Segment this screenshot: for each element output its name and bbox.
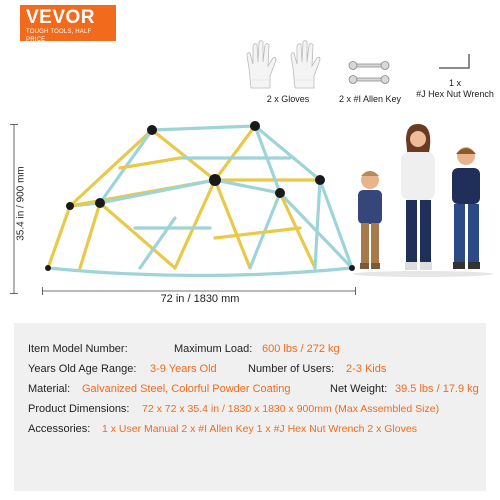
children-figures-image xyxy=(348,118,498,288)
accessory-gloves xyxy=(240,38,336,104)
accessories-label: Accessories: xyxy=(28,423,91,435)
child-girl xyxy=(401,124,435,270)
hex-wrench-icon xyxy=(435,50,475,72)
age-range-value: 3-9 Years Old xyxy=(150,363,217,375)
brand-tagline: TOUGH TOOLS, HALF PRICE xyxy=(26,29,92,43)
accessory-hex-wrench xyxy=(412,50,498,100)
brand-logo xyxy=(20,5,116,41)
net-weight-value: 39.5 lbs / 17.9 kg xyxy=(395,383,479,395)
users-value: 2-3 Kids xyxy=(346,363,387,375)
accessory-allen-key xyxy=(330,58,410,104)
users-label: Number of Users: xyxy=(248,363,335,375)
model-number-label: Item Model Number: xyxy=(28,343,128,355)
hex-wrench-qty: 1 x xyxy=(448,78,461,88)
spec-row-dimensions xyxy=(28,399,472,419)
dome-climber-image xyxy=(40,118,360,288)
material-value: Galvanized Steel, Colorful Powder Coating xyxy=(82,383,291,395)
spec-row-accessories xyxy=(28,419,472,439)
spec-row-model-load xyxy=(28,339,472,359)
height-dimension-label: 35.4 in / 900 mm xyxy=(15,166,27,241)
product-dimensions-label: Product Dimensions: xyxy=(28,403,130,415)
allen-key-label: 2 x #I Allen Key xyxy=(338,94,402,104)
max-load-label: Maximum Load: xyxy=(174,343,253,355)
accessories-value: 1 x User Manual 2 x #I Allen Key 1 x #J Hex Nut Wrench 2 x Gloves xyxy=(102,423,417,435)
specifications-panel xyxy=(14,323,486,491)
gloves-label: 2 x Gloves xyxy=(266,94,310,104)
child-small xyxy=(358,171,382,269)
spec-row-age-users xyxy=(28,359,472,379)
product-dimensions-value: 72 x 72 x 35.4 in / 1830 x 1830 x 900mm (Max Assembled Size) xyxy=(142,403,440,415)
width-dimension-label: 72 in / 1830 mm xyxy=(160,293,240,305)
net-weight-label: Net Weight: xyxy=(330,383,388,395)
material-label: Material: xyxy=(28,383,71,395)
gloves-icon xyxy=(243,38,333,90)
brand-name: VEVOR xyxy=(26,7,96,28)
hex-wrench-label: #J Hex Nut Wrench xyxy=(416,89,494,99)
age-range-label: Years Old Age Range: xyxy=(28,363,137,375)
spec-row-material-weight xyxy=(28,379,479,399)
max-load-value: 600 lbs / 272 kg xyxy=(262,343,340,355)
allen-key-icon xyxy=(345,58,395,88)
child-boy xyxy=(452,147,480,269)
